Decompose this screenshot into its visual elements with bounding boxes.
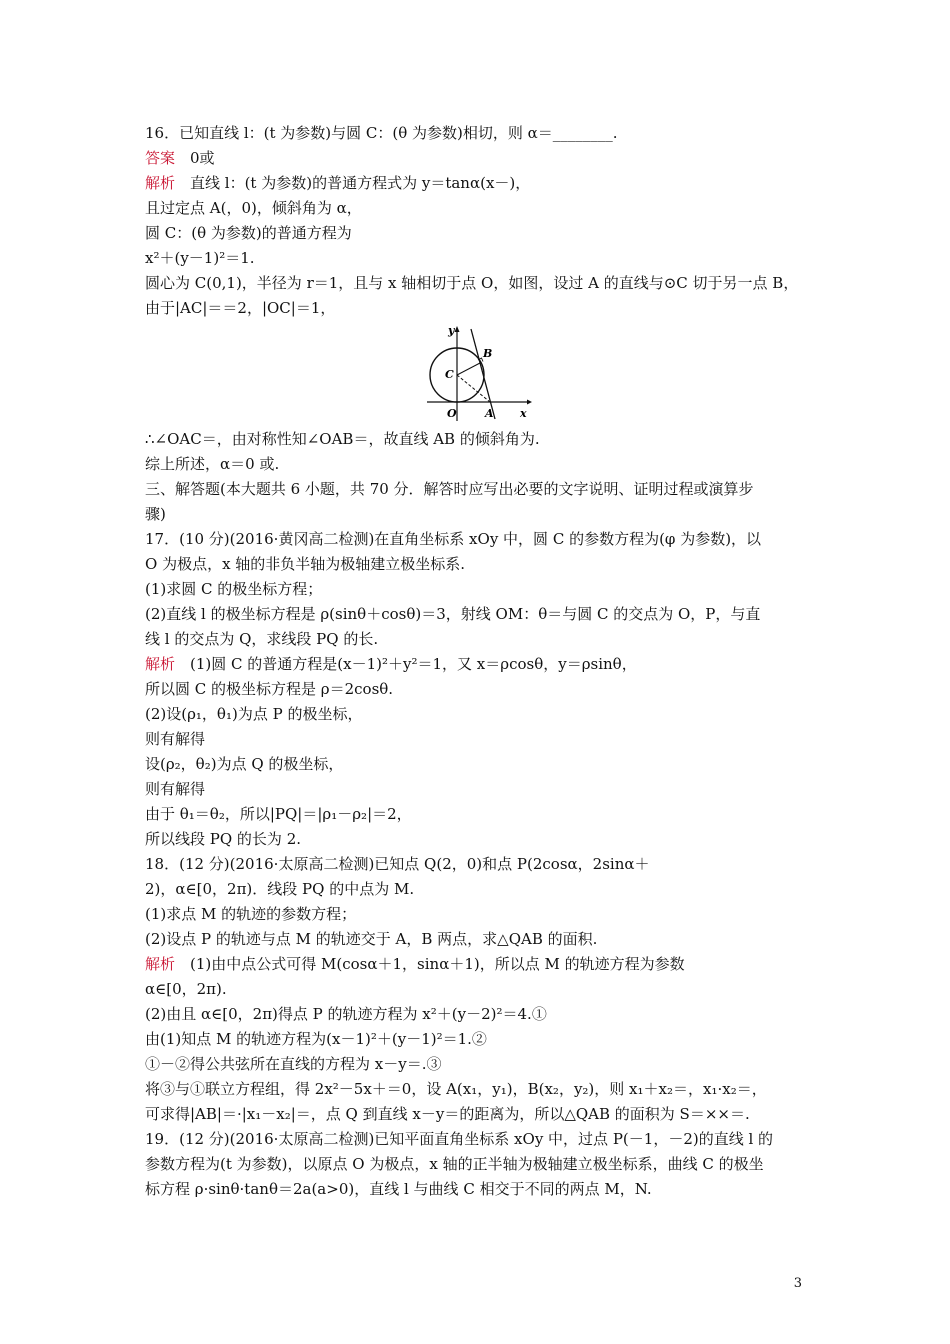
line-text: 参数方程为(t 为参数)，以原点 O 为极点，x 轴的正半轴为极轴建立极坐标系，曲线 C 的极坐 (145, 1155, 764, 1173)
text-line (145, 627, 815, 652)
text-line (145, 502, 815, 527)
text-line (145, 271, 815, 296)
text-line (145, 977, 815, 1002)
label-x: x (520, 407, 527, 420)
line-text: 综上所述，α＝0 或. (145, 455, 280, 473)
text-line (145, 652, 815, 677)
line-text: (1)求圆 C 的极坐标方程； (145, 580, 323, 598)
text-line (145, 702, 815, 727)
text-line (145, 121, 815, 146)
line-text: 可求得|AB|＝·|x₁－x₂|＝，点 Q 到直线 x－y＝的距离为，所以△QAB 的面积为 S＝××＝. (145, 1105, 750, 1123)
line-text: 0或 (175, 149, 215, 167)
text-line (145, 602, 815, 627)
line-text: 17．(10 分)(2016·黄冈高二检测)在直角坐标系 xOy 中，圆 C 的参数方程为(φ 为参数)，以 (145, 530, 762, 548)
line-text: (2)设点 P 的轨迹与点 M 的轨迹交于 A，B 两点，求△QAB 的面积. (145, 930, 598, 948)
line-text: 直线 l：(t 为参数)的普通方程式为 y＝tanα(x－)， (175, 174, 531, 192)
segment-ca (457, 375, 490, 402)
text-line (145, 727, 815, 752)
radius-cb (457, 363, 480, 375)
text-line (145, 752, 815, 777)
line-text: 16．已知直线 l：(t 为参数)与圆 C：(θ 为参数)相切，则 α＝________. (145, 124, 618, 142)
text-line (145, 171, 815, 196)
tangent-line-ab (471, 329, 495, 419)
line-text: 所以圆 C 的极坐标方程是 ρ＝2cosθ. (145, 680, 394, 698)
label-b: B (483, 347, 493, 360)
line-text: 且过定点 A(，0)，倾斜角为 α， (145, 199, 362, 217)
text-line (145, 146, 815, 171)
line-text: 18．(12 分)(2016·太原高二检测)已知点 Q(2，0)和点 P(2cosα，2sinα＋ (145, 855, 650, 873)
text-line (145, 196, 815, 221)
line-text: 线 l 的交点为 Q，求线段 PQ 的长. (145, 630, 379, 648)
text-line (145, 1177, 815, 1202)
label-y: y (448, 324, 455, 337)
text-line (145, 1077, 815, 1102)
text-line (145, 777, 815, 802)
text-line (145, 1052, 815, 1077)
text-line (145, 221, 815, 246)
text-line (145, 1002, 815, 1027)
line-text: O 为极点，x 轴的非负半轴为极轴建立极坐标系. (145, 555, 466, 573)
section-label: 答案 (145, 149, 176, 167)
text-line (145, 1027, 815, 1052)
section-label: 解析 (145, 955, 176, 973)
line-text: 由于|AC|＝＝2，|OC|＝1， (145, 299, 336, 317)
line-text: α∈[0，2π). (145, 980, 227, 998)
text-line (145, 927, 815, 952)
line-text: 则有解得 (145, 780, 206, 798)
line-text: 所以线段 PQ 的长为 2. (145, 830, 302, 848)
x-axis-arrow (527, 400, 532, 405)
line-text: (2)设(ρ₁，θ₁)为点 P 的极坐标， (145, 705, 363, 723)
line-text: 标方程 ρ·sinθ·tanθ＝2a(a>0)，直线 l 与曲线 C 相交于不同的两点 M，N. (145, 1180, 652, 1198)
line-text: 设(ρ₂，θ₂)为点 Q 的极坐标， (145, 755, 344, 773)
line-text: 则有解得 (145, 730, 206, 748)
text-line (145, 1127, 815, 1152)
text-line (145, 477, 815, 502)
line-text: 2)，α∈[0，2π)．线段 PQ 的中点为 M. (145, 880, 415, 898)
label-a: A (485, 407, 494, 420)
text-line (145, 427, 815, 452)
line-text: (2)直线 l 的极坐标方程是 ρ(sinθ＋cosθ)＝3，射线 OM：θ＝与圆 C 的交点为 O，P，与直 (145, 605, 761, 623)
text-line (145, 852, 815, 877)
text-line (145, 246, 815, 271)
circle-tangent-diagram (423, 323, 533, 427)
line-text: 将③与①联立方程组，得 2x²－5x＋＝0，设 A(x₁，y₁)，B(x₂，y₂)，则 x₁＋x₂＝，x₁·x₂＝， (145, 1080, 767, 1098)
text-line (145, 802, 815, 827)
line-text: 三、解答题(本大题共 6 小题，共 70 分．解答时应写出必要的文字说明、证明过程或演算步 (145, 480, 754, 498)
text-line (145, 677, 815, 702)
line-text: x²＋(y－1)²＝1. (145, 249, 255, 267)
line-text: ①－②得公共弦所在直线的方程为 x－y＝.③ (145, 1055, 442, 1073)
line-text: 圆 C：(θ 为参数)的普通方程为 (145, 224, 352, 242)
line-text: 由(1)知点 M 的轨迹方程为(x－1)²＋(y－1)²＝1.② (145, 1030, 487, 1048)
text-line (145, 952, 815, 977)
line-text: 19．(12 分)(2016·太原高二检测)已知平面直角坐标系 xOy 中，过点 P(－1，－2)的直线 l 的 (145, 1130, 774, 1148)
text-line (145, 877, 815, 902)
text-line (145, 902, 815, 927)
line-text: (1)求点 M 的轨迹的参数方程； (145, 905, 357, 923)
line-text: (1)由中点公式可得 M(cosα＋1，sinα＋1)，所以点 M 的轨迹方程为参数 (175, 955, 685, 973)
text-line (145, 577, 815, 602)
line-text: 由于 θ₁＝θ₂，所以|PQ|＝|ρ₁－ρ₂|＝2， (145, 805, 412, 823)
y-axis-arrow (455, 326, 460, 332)
text-line (145, 827, 815, 852)
line-text: (1)圆 C 的普通方程是(x－1)²＋y²＝1，又 x＝ρcosθ，y＝ρsinθ， (175, 655, 637, 673)
text-line (145, 527, 815, 552)
text-line (145, 1102, 815, 1127)
section-label: 解析 (145, 174, 176, 192)
text-line (145, 1152, 815, 1177)
section-label: 解析 (145, 655, 176, 673)
tangent-circle-figure (145, 321, 815, 427)
text-line (145, 552, 815, 577)
label-c: C (445, 368, 454, 381)
line-text: 骤) (145, 505, 166, 523)
line-text: (2)由且 α∈[0，2π)得点 P 的轨迹方程为 x²＋(y－2)²＝4.① (145, 1005, 547, 1023)
page-number: 3 (793, 1276, 802, 1291)
text-line (145, 452, 815, 477)
line-text: ∴∠OAC＝，由对称性知∠OAB＝，故直线 AB 的倾斜角为. (145, 430, 540, 448)
label-o: O (447, 407, 457, 420)
text-line (145, 296, 815, 321)
line-text: 圆心为 C(0,1)，半径为 r＝1，且与 x 轴相切于点 O，如图，设过 A 的直线与⊙C 切于另一点 B， (145, 274, 799, 292)
page-content (145, 121, 815, 1202)
